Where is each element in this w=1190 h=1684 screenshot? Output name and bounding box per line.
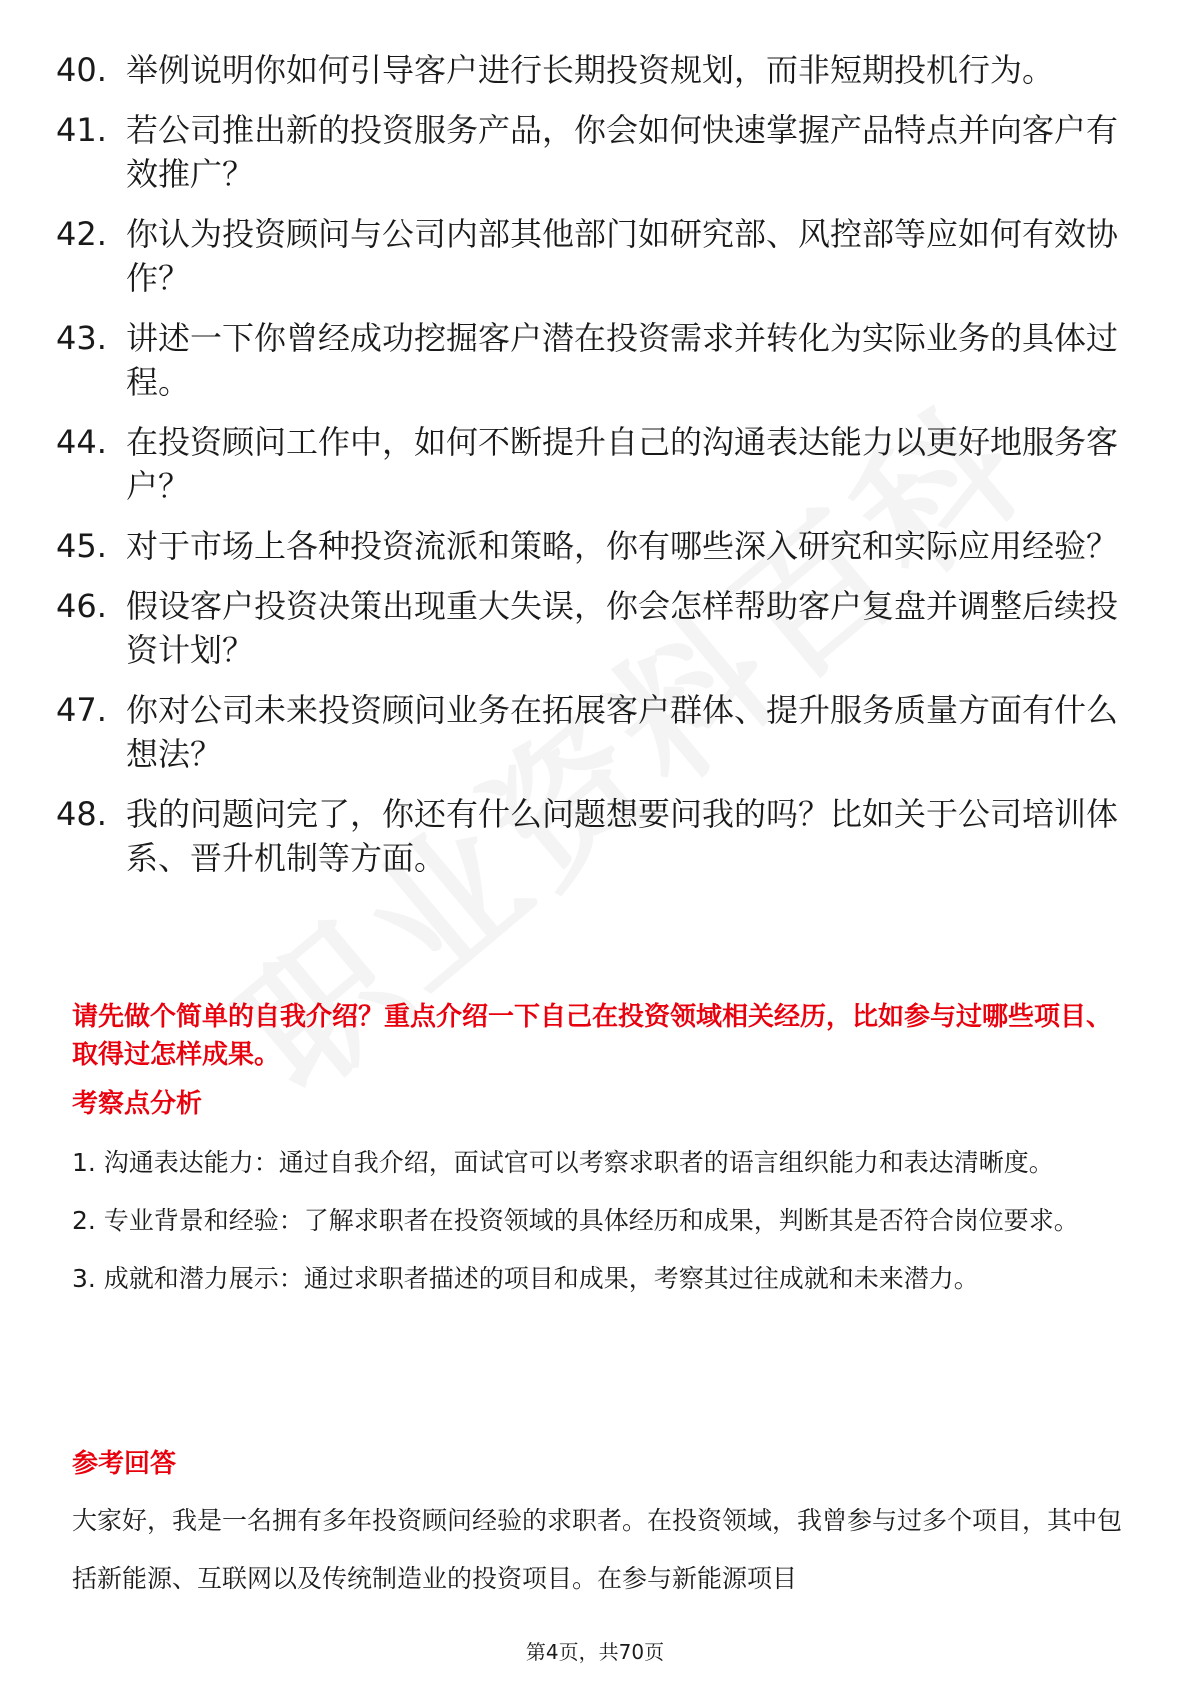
question-text: 举例说明你如何引导客户进行长期投资规划，而非短期投机行为。 [126, 51, 1055, 89]
question-text: 我的问题问完了，你还有什么问题想要问我的吗？比如关于公司培训体系、晋升机制等方面。 [126, 795, 1119, 877]
question-number: 42. [56, 215, 107, 253]
question-number: 43. [56, 319, 107, 357]
question-item [56, 108, 1136, 196]
question-item [56, 792, 1136, 880]
page-number: 第4页，共70页 [525, 1640, 665, 1664]
question-text: 你对公司未来投资顾问业务在拓展客户群体、提升服务质量方面有什么想法？ [126, 691, 1119, 773]
analysis-points [72, 1134, 1132, 1308]
question-number: 41. [56, 111, 107, 149]
analysis-point: 1. 沟通表达能力：通过自我介绍，面试官可以考察求职者的语言组织能力和表达清晰度。 [72, 1148, 1054, 1177]
question-item [56, 584, 1136, 672]
question-item [56, 48, 1136, 92]
highlight-question: 请先做个简单的自我介绍？重点介绍一下自己在投资领域相关经历，比如参与过哪些项目、取得过怎样成果。 [72, 1002, 1113, 1070]
reference-answer: 大家好，我是一名拥有多年投资顾问经验的求职者。在投资领域，我曾参与过多个项目，其中包括新能源、互联网以及传统制造业的投资项目。在参与新能源项目 [72, 1506, 1123, 1593]
question-item [56, 212, 1136, 300]
analysis-point: 2. 专业背景和经验：了解求职者在投资领域的具体经历和成果，判断其是否符合岗位要求。 [72, 1206, 1079, 1235]
reference-heading: 参考回答 [72, 1449, 177, 1479]
analysis-heading: 考察点分析 [72, 1089, 203, 1119]
question-number: 45. [56, 527, 107, 565]
question-number: 47. [56, 691, 107, 729]
question-item [56, 420, 1136, 508]
question-number: 46. [56, 587, 107, 625]
question-text: 若公司推出新的投资服务产品，你会如何快速掌握产品特点并向客户有效推广？ [126, 111, 1119, 193]
question-number: 40. [56, 51, 107, 89]
question-number: 44. [56, 423, 107, 461]
question-list [56, 48, 1136, 896]
question-text: 你认为投资顾问与公司内部其他部门如研究部、风控部等应如何有效协作？ [126, 215, 1119, 297]
question-text: 在投资顾问工作中，如何不断提升自己的沟通表达能力以更好地服务客户？ [126, 423, 1119, 505]
analysis-point: 3. 成就和潜力展示：通过求职者描述的项目和成果，考察其过往成就和未来潜力。 [72, 1264, 979, 1293]
question-item [56, 524, 1136, 568]
question-text: 假设客户投资决策出现重大失误，你会怎样帮助客户复盘并调整后续投资计划？ [126, 587, 1119, 669]
question-item [56, 316, 1136, 404]
question-number: 48. [56, 795, 107, 833]
question-text: 对于市场上各种投资流派和策略，你有哪些深入研究和实际应用经验？ [126, 527, 1119, 565]
question-item [56, 688, 1136, 776]
question-text: 讲述一下你曾经成功挖掘客户潜在投资需求并转化为实际业务的具体过程。 [126, 319, 1119, 401]
